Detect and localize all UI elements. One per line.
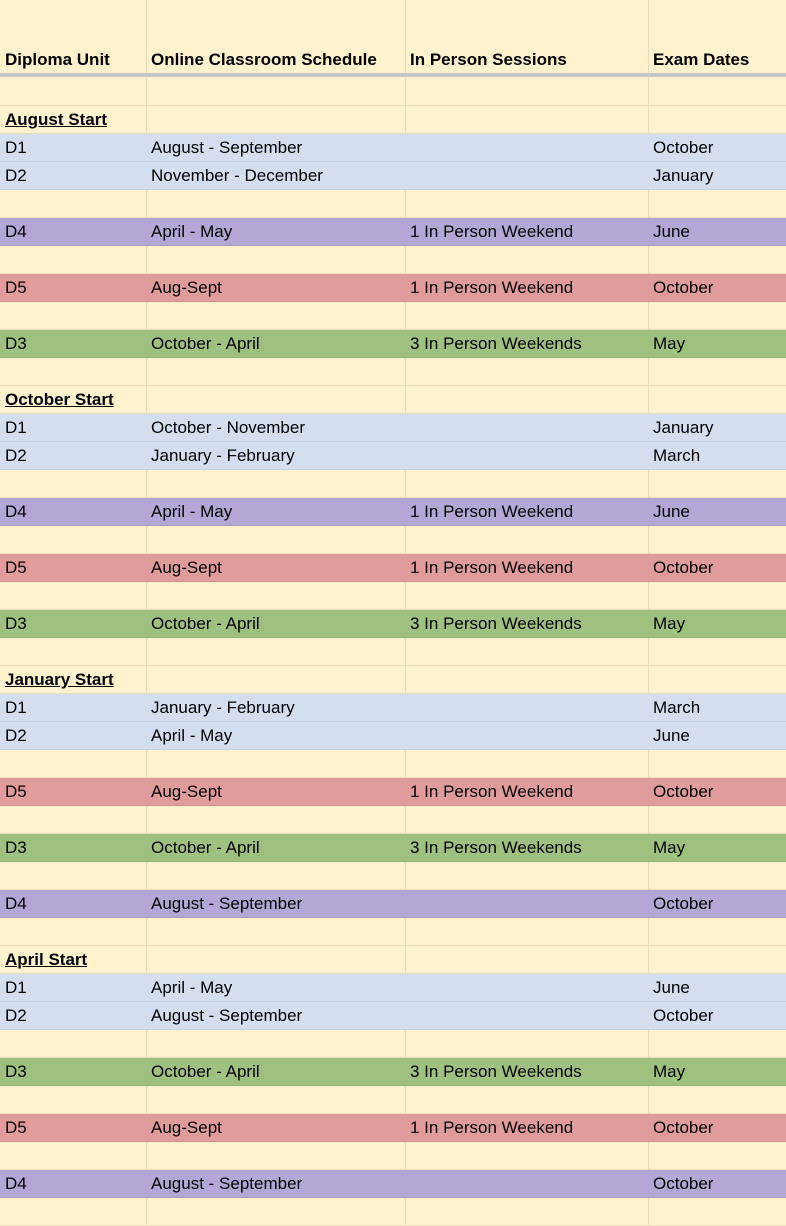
cell-online-schedule[interactable]: October - April: [151, 614, 260, 633]
blank-row: [0, 1198, 786, 1226]
blank-row: [0, 78, 786, 106]
cell-online-schedule[interactable]: October - April: [151, 1062, 260, 1081]
table-row: [0, 778, 786, 806]
table-row: [0, 162, 786, 190]
cell-diploma-unit[interactable]: D5: [5, 558, 27, 577]
table-row: [0, 890, 786, 918]
table-row: [0, 442, 786, 470]
header-in-person-sessions[interactable]: In Person Sessions: [410, 50, 567, 69]
blank-row: [0, 806, 786, 834]
blank-row: [0, 1030, 786, 1058]
cell-online-schedule[interactable]: Aug-Sept: [151, 278, 222, 297]
cell-diploma-unit[interactable]: D2: [5, 1006, 27, 1025]
blank-row: [0, 358, 786, 386]
blank-row: [0, 1142, 786, 1170]
cell-online-schedule[interactable]: August - September: [151, 894, 303, 913]
cell-diploma-unit[interactable]: D4: [5, 222, 27, 241]
section-header-row: [0, 946, 786, 974]
cell-online-schedule[interactable]: Aug-Sept: [151, 782, 222, 801]
cell-online-schedule[interactable]: January - February: [151, 446, 295, 465]
cell-in-person-sessions[interactable]: 1 In Person Weekend: [410, 1118, 574, 1137]
cell-in-person-sessions[interactable]: 1 In Person Weekend: [410, 222, 574, 241]
cell-diploma-unit[interactable]: D2: [5, 166, 27, 185]
cell-exam-date[interactable]: May: [653, 1062, 686, 1081]
section-header-row: [0, 106, 786, 134]
header-diploma-unit[interactable]: Diploma Unit: [5, 50, 110, 69]
table-row: [0, 414, 786, 442]
cell-online-schedule[interactable]: Aug-Sept: [151, 1118, 222, 1137]
cell-exam-date[interactable]: January: [653, 418, 714, 437]
cell-online-schedule[interactable]: April - May: [151, 726, 233, 745]
cell-exam-date[interactable]: May: [653, 334, 686, 353]
table-row: [0, 1114, 786, 1142]
cell-exam-date[interactable]: October: [653, 558, 714, 577]
section-header-row: [0, 666, 786, 694]
blank-row: [0, 750, 786, 778]
cell-online-schedule[interactable]: April - May: [151, 502, 233, 521]
table-row: [0, 722, 786, 750]
cell-online-schedule[interactable]: November - December: [151, 166, 323, 185]
cell-online-schedule[interactable]: Aug-Sept: [151, 558, 222, 577]
cell-diploma-unit[interactable]: D1: [5, 978, 27, 997]
table-row: [0, 274, 786, 302]
table-row: [0, 554, 786, 582]
cell-diploma-unit[interactable]: D5: [5, 278, 27, 297]
cell-exam-date[interactable]: June: [653, 222, 690, 241]
cell-exam-date[interactable]: October: [653, 782, 714, 801]
blank-row: [0, 302, 786, 330]
cell-diploma-unit[interactable]: D4: [5, 1174, 27, 1193]
table-row: [0, 974, 786, 1002]
cell-exam-date[interactable]: March: [653, 698, 701, 717]
cell-exam-date[interactable]: June: [653, 726, 690, 745]
blank-row: [0, 918, 786, 946]
table-row: [0, 834, 786, 862]
cell-in-person-sessions[interactable]: 1 In Person Weekend: [410, 278, 574, 297]
cell-exam-date[interactable]: March: [653, 446, 701, 465]
cell-online-schedule[interactable]: April - May: [151, 978, 233, 997]
cell-exam-date[interactable]: May: [653, 614, 686, 633]
table-row: [0, 134, 786, 162]
table-row: [0, 610, 786, 638]
cell-online-schedule[interactable]: August - September: [151, 138, 303, 157]
table-row: [0, 1002, 786, 1030]
table-row: [0, 498, 786, 526]
table-row: [0, 694, 786, 722]
cell-diploma-unit[interactable]: D3: [5, 838, 27, 857]
cell-in-person-sessions[interactable]: 3 In Person Weekends: [410, 838, 582, 857]
cell-diploma-unit[interactable]: D1: [5, 138, 27, 157]
cell-diploma-unit[interactable]: D3: [5, 334, 27, 353]
blank-row: [0, 862, 786, 890]
cell-online-schedule[interactable]: October - April: [151, 334, 260, 353]
table-row: [0, 1058, 786, 1086]
blank-row: [0, 190, 786, 218]
cell-online-schedule[interactable]: October - November: [151, 418, 305, 437]
header-online-classroom-schedule[interactable]: Online Classroom Schedule: [151, 50, 377, 69]
section-title[interactable]: April Start: [5, 950, 88, 969]
blank-row: [0, 638, 786, 666]
cell-in-person-sessions[interactable]: 3 In Person Weekends: [410, 1062, 582, 1081]
cell-online-schedule[interactable]: August - September: [151, 1174, 303, 1193]
schedule-table-body: [0, 78, 786, 1226]
cell-in-person-sessions[interactable]: 1 In Person Weekend: [410, 558, 574, 577]
cell-diploma-unit[interactable]: D3: [5, 1062, 27, 1081]
blank-row: [0, 1086, 786, 1114]
cell-online-schedule[interactable]: April - May: [151, 222, 233, 241]
cell-diploma-unit[interactable]: D5: [5, 782, 27, 801]
table-row: [0, 218, 786, 246]
blank-row: [0, 582, 786, 610]
cell-exam-date[interactable]: June: [653, 978, 690, 997]
cell-online-schedule[interactable]: August - September: [151, 1006, 303, 1025]
cell-diploma-unit[interactable]: D5: [5, 1118, 27, 1137]
cell-diploma-unit[interactable]: D1: [5, 418, 27, 437]
cell-diploma-unit[interactable]: D4: [5, 894, 27, 913]
section-title[interactable]: August Start: [5, 110, 107, 129]
table-row: [0, 330, 786, 358]
cell-online-schedule[interactable]: October - April: [151, 838, 260, 857]
cell-exam-date[interactable]: January: [653, 166, 714, 185]
blank-row: [0, 526, 786, 554]
cell-exam-date[interactable]: October: [653, 894, 714, 913]
cell-online-schedule[interactable]: January - February: [151, 698, 295, 717]
cell-diploma-unit[interactable]: D2: [5, 446, 27, 465]
cell-in-person-sessions[interactable]: 1 In Person Weekend: [410, 502, 574, 521]
cell-diploma-unit[interactable]: D4: [5, 502, 27, 521]
cell-diploma-unit[interactable]: D1: [5, 698, 27, 717]
blank-row: [0, 246, 786, 274]
section-header-row: [0, 386, 786, 414]
cell-exam-date[interactable]: May: [653, 838, 686, 857]
cell-exam-date[interactable]: October: [653, 1006, 714, 1025]
table-row: [0, 1170, 786, 1198]
cell-diploma-unit[interactable]: D3: [5, 614, 27, 633]
section-title[interactable]: October Start: [5, 390, 114, 409]
table-header: [0, 0, 786, 77]
cell-diploma-unit[interactable]: D2: [5, 726, 27, 745]
cell-in-person-sessions[interactable]: 3 In Person Weekends: [410, 334, 582, 353]
cell-in-person-sessions[interactable]: 3 In Person Weekends: [410, 614, 582, 633]
cell-exam-date[interactable]: October: [653, 138, 714, 157]
cell-exam-date[interactable]: October: [653, 278, 714, 297]
section-title[interactable]: January Start: [5, 670, 114, 689]
cell-exam-date[interactable]: October: [653, 1174, 714, 1193]
cell-exam-date[interactable]: October: [653, 1118, 714, 1137]
cell-in-person-sessions[interactable]: 1 In Person Weekend: [410, 782, 574, 801]
header-exam-dates[interactable]: Exam Dates: [653, 50, 750, 69]
cell-exam-date[interactable]: June: [653, 502, 690, 521]
blank-row: [0, 470, 786, 498]
